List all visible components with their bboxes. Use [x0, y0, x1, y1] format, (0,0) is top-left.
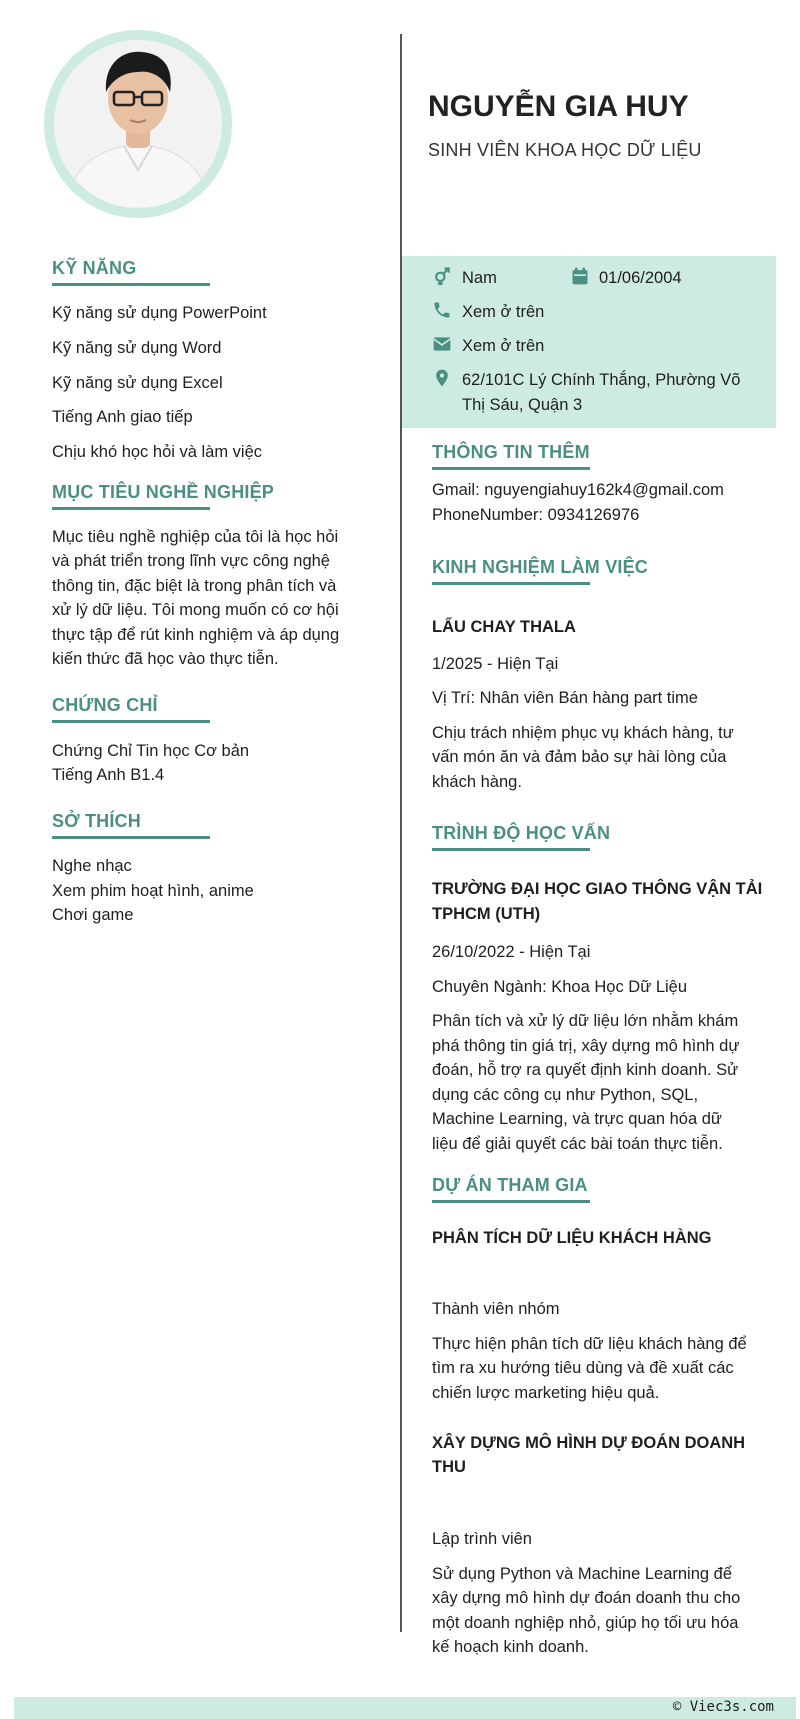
experience-position: Vị Trí: Nhân viên Bán hàng part time [432, 689, 698, 707]
education-desc-line: Machine Learning, và trực quan hóa dữ [432, 1110, 722, 1128]
hobbies-title: SỞ THÍCH [52, 811, 141, 831]
certificate-item: Chứng Chỉ Tin học Cơ bản [52, 742, 250, 760]
objective-line: xử lý dữ liệu. Tôi mong muốn có cơ hội [52, 601, 339, 619]
certificates-underline [52, 720, 210, 723]
footer-bar [14, 1697, 796, 1719]
project-name: PHÂN TÍCH DỮ LIỆU KHÁCH HÀNG [432, 1229, 712, 1247]
project-desc-line: chiến lược marketing hiệu quả. [432, 1384, 660, 1402]
address-line: Thị Sáu, Quận 3 [462, 396, 583, 414]
email-value: Xem ở trên [462, 337, 545, 355]
project-desc-line: kế hoạch kinh doanh. [432, 1638, 589, 1656]
address-line: 62/101C Lý Chính Thắng, Phường Võ [462, 371, 741, 389]
extra-underline [432, 467, 590, 470]
project-desc-line: xây dựng mô hình dự đoán doanh thu cho [432, 1589, 741, 1607]
education-desc-line: đoán, hỗ trợ ra quyết định kinh doanh. Sử [432, 1061, 739, 1079]
job-role: SINH VIÊN KHOA HỌC DỮ LIỆU [428, 140, 702, 160]
project-desc-line: Thực hiện phân tích dữ liệu khách hàng để [432, 1335, 747, 1353]
objective-title: MỤC TIÊU NGHỀ NGHIỆP [52, 482, 275, 502]
project-name: XÂY DỰNG MÔ HÌNH DỰ ĐOÁN DOANH [432, 1434, 746, 1452]
objective-underline [52, 507, 210, 510]
education-desc-line: phá thông tin giá trị, xây dựng mô hình dự [432, 1037, 740, 1055]
project-role: Lập trình viên [432, 1530, 532, 1548]
experience-desc-line: vấn món ăn và đảm bảo sự hài lòng của [432, 748, 727, 766]
gender-value: Nam [462, 269, 497, 287]
project-role: Thành viên nhóm [432, 1300, 560, 1318]
experience-period: 1/2025 - Hiện Tại [432, 655, 559, 673]
avatar-photo [54, 40, 222, 208]
extra-gmail: Gmail: nguyengiahuy162k4@gmail.com [432, 481, 724, 499]
objective-line: và phát triển trong lĩnh vực công nghệ [52, 552, 330, 570]
experience-title: KINH NGHIỆM LÀM VIỆC [432, 557, 649, 577]
person-illustration [54, 40, 222, 208]
skill-item: Chịu khó học hỏi và làm việc [52, 443, 263, 461]
location-icon [432, 368, 452, 388]
certificate-item: Tiếng Anh B1.4 [52, 766, 165, 784]
skills-title: KỸ NĂNG [52, 258, 137, 278]
gender-icon [432, 266, 452, 286]
contact-panel [402, 256, 776, 428]
footer-credit[interactable]: © Viec3s.com [672, 1699, 774, 1715]
project-desc-line: tìm ra xu hướng tiêu dùng và đề xuất các [432, 1359, 734, 1377]
extra-phone: PhoneNumber: 0934126976 [432, 506, 640, 524]
education-underline [432, 848, 590, 851]
phone-value: Xem ở trên [462, 303, 545, 321]
hobby-item: Chơi game [52, 906, 134, 924]
hobbies-underline [52, 836, 210, 839]
hobby-item: Xem phim hoạt hình, anime [52, 882, 254, 900]
objective-line: kiến thức đã học vào thực tiễn. [52, 650, 279, 668]
certificates-title: CHỨNG CHỈ [52, 695, 158, 715]
skill-item: Kỹ năng sử dụng Excel [52, 374, 223, 392]
project-desc-line: một doanh nghiệp nhỏ, giúp họ tối ưu hóa [432, 1614, 739, 1632]
experience-underline [432, 582, 590, 585]
dob-value: 01/06/2004 [599, 269, 682, 287]
project-name: THU [432, 1458, 466, 1476]
skill-item: Tiếng Anh giao tiếp [52, 408, 193, 426]
avatar [44, 30, 232, 218]
project-desc-line: Sử dụng Python và Machine Learning để [432, 1565, 732, 1583]
experience-desc-line: khách hàng. [432, 773, 522, 791]
objective-line: Mục tiêu nghề nghiệp của tôi là học hỏi [52, 528, 339, 546]
objective-line: thông tin, đặc biệt là trong phân tích và [52, 577, 337, 595]
experience-desc-line: Chịu trách nhiệm phục vụ khách hàng, tư [432, 724, 734, 742]
extra-title: THÔNG TIN THÊM [432, 442, 590, 462]
mail-icon [432, 334, 452, 354]
projects-title: DỰ ÁN THAM GIA [432, 1175, 588, 1195]
education-title: TRÌNH ĐỘ HỌC VẤN [432, 823, 611, 843]
education-desc-line: Phân tích và xử lý dữ liệu lớn nhằm khám [432, 1012, 739, 1030]
objective-line: thực tập để rút kinh nghiệm và áp dụng [52, 626, 340, 644]
education-desc-line: dụng các công cụ như Python, SQL, [432, 1086, 699, 1104]
projects-underline [432, 1200, 590, 1203]
phone-icon [432, 300, 452, 320]
company-name: LẨU CHAY THALA [432, 618, 576, 636]
skills-underline [52, 283, 210, 286]
school-name: TRƯỜNG ĐẠI HỌC GIAO THÔNG VẬN TẢI [432, 880, 763, 898]
full-name: NGUYỄN GIA HUY [428, 90, 689, 123]
education-period: 26/10/2022 - Hiện Tại [432, 943, 591, 961]
skill-item: Kỹ năng sử dụng Word [52, 339, 222, 357]
hobby-item: Nghe nhạc [52, 857, 132, 875]
school-name: TPHCM (UTH) [432, 905, 541, 923]
education-desc-line: liệu để giải quyết các bài toán thực tiễn. [432, 1135, 723, 1153]
education-major: Chuyên Ngành: Khoa Học Dữ Liệu [432, 978, 688, 996]
skill-item: Kỹ năng sử dụng PowerPoint [52, 304, 267, 322]
calendar-icon [570, 266, 590, 286]
